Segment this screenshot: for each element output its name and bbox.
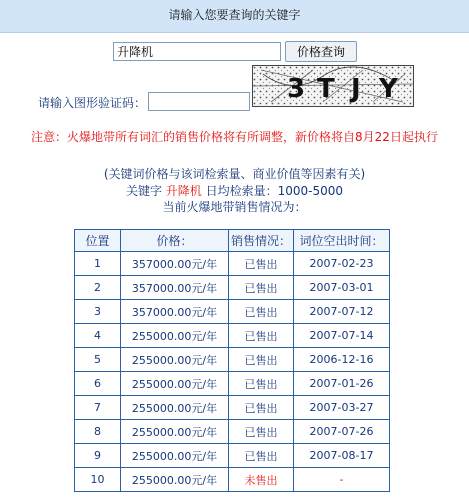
header-title: 请输入您要查询的关键字 xyxy=(168,8,301,22)
cell-status: 已售出 xyxy=(229,444,294,468)
cell-position: 1 xyxy=(75,252,121,276)
cell-position: 10 xyxy=(75,468,121,492)
keyword-label: 关键字 xyxy=(125,184,162,198)
table-row xyxy=(75,348,390,372)
col-header-date: 词位空出时间： xyxy=(294,230,390,252)
cell-status: 已售出 xyxy=(229,300,294,324)
price-query-button[interactable]: 价格查询 xyxy=(285,41,357,62)
cell-vacancy-date: 2006-12-16 xyxy=(294,348,390,372)
cell-price: 255000.00元/年 xyxy=(121,468,229,492)
cell-vacancy-date: 2007-08-17 xyxy=(294,444,390,468)
price-change-notice: 注意：火爆地带所有词汇的销售价格将有所调整，新价格将自8月22日起执行 xyxy=(31,130,438,144)
sales-status-heading: 当前火爆地带销售情况为： xyxy=(162,200,307,214)
cell-vacancy-date: 2007-01-26 xyxy=(294,372,390,396)
captcha-char: 3 xyxy=(287,74,306,104)
cell-price: 357000.00元/年 xyxy=(121,300,229,324)
daily-search-label: 日均检索量： xyxy=(205,184,278,198)
cell-position: 7 xyxy=(75,396,121,420)
keyword-input[interactable] xyxy=(113,42,281,61)
cell-vacancy-date: - xyxy=(294,468,390,492)
cell-status: 已售出 xyxy=(229,324,294,348)
captcha-image xyxy=(252,65,414,107)
cell-position: 4 xyxy=(75,324,121,348)
table-row xyxy=(75,468,390,492)
cell-vacancy-date: 2007-07-26 xyxy=(294,420,390,444)
cell-position: 9 xyxy=(75,444,121,468)
cell-price: 255000.00元/年 xyxy=(121,396,229,420)
col-header-status: 销售情况： xyxy=(229,230,294,252)
cell-position: 3 xyxy=(75,300,121,324)
table-row xyxy=(75,372,390,396)
table-row xyxy=(75,420,390,444)
table-row xyxy=(75,276,390,300)
col-header-price: 价格： xyxy=(121,230,229,252)
cell-position: 8 xyxy=(75,420,121,444)
cell-status: 已售出 xyxy=(229,420,294,444)
table-row xyxy=(75,444,390,468)
cell-price: 357000.00元/年 xyxy=(121,276,229,300)
page-header xyxy=(0,0,469,33)
captcha-input[interactable] xyxy=(148,92,250,111)
cell-position: 6 xyxy=(75,372,121,396)
cell-position: 2 xyxy=(75,276,121,300)
keyword-info-line xyxy=(0,182,469,199)
cell-vacancy-date: 2007-07-14 xyxy=(294,324,390,348)
cell-status: 已售出 xyxy=(229,396,294,420)
captcha-char: J xyxy=(351,74,361,104)
captcha-char: Y xyxy=(379,74,398,104)
cell-position: 5 xyxy=(75,348,121,372)
cell-status: 已售出 xyxy=(229,348,294,372)
cell-status: 已售出 xyxy=(229,252,294,276)
table-row xyxy=(75,252,390,276)
cell-vacancy-date: 2007-07-12 xyxy=(294,300,390,324)
cell-price: 255000.00元/年 xyxy=(121,348,229,372)
info-note: (关键词价格与该词检索量、商业价值等因素有关) xyxy=(103,167,366,181)
daily-search-value: 1000-5000 xyxy=(277,184,344,198)
table-header-row xyxy=(75,230,390,252)
col-header-position: 位置 xyxy=(75,230,121,252)
keyword-value: 升降机 xyxy=(165,184,202,198)
cell-status: 未售出 xyxy=(229,468,294,492)
cell-price: 255000.00元/年 xyxy=(121,420,229,444)
cell-vacancy-date: 2007-03-27 xyxy=(294,396,390,420)
table-row xyxy=(75,300,390,324)
captcha-graphic xyxy=(253,66,413,106)
cell-price: 255000.00元/年 xyxy=(121,444,229,468)
sales-table xyxy=(74,229,390,492)
cell-status: 已售出 xyxy=(229,372,294,396)
table-row xyxy=(75,396,390,420)
cell-status: 已售出 xyxy=(229,276,294,300)
captcha-char: T xyxy=(317,74,335,104)
captcha-label: 请输入图形验证码： xyxy=(38,96,147,110)
table-body xyxy=(75,252,390,492)
cell-price: 255000.00元/年 xyxy=(121,324,229,348)
cell-vacancy-date: 2007-02-23 xyxy=(294,252,390,276)
cell-price: 357000.00元/年 xyxy=(121,252,229,276)
cell-price: 255000.00元/年 xyxy=(121,372,229,396)
cell-vacancy-date: 2007-03-01 xyxy=(294,276,390,300)
table-row xyxy=(75,324,390,348)
